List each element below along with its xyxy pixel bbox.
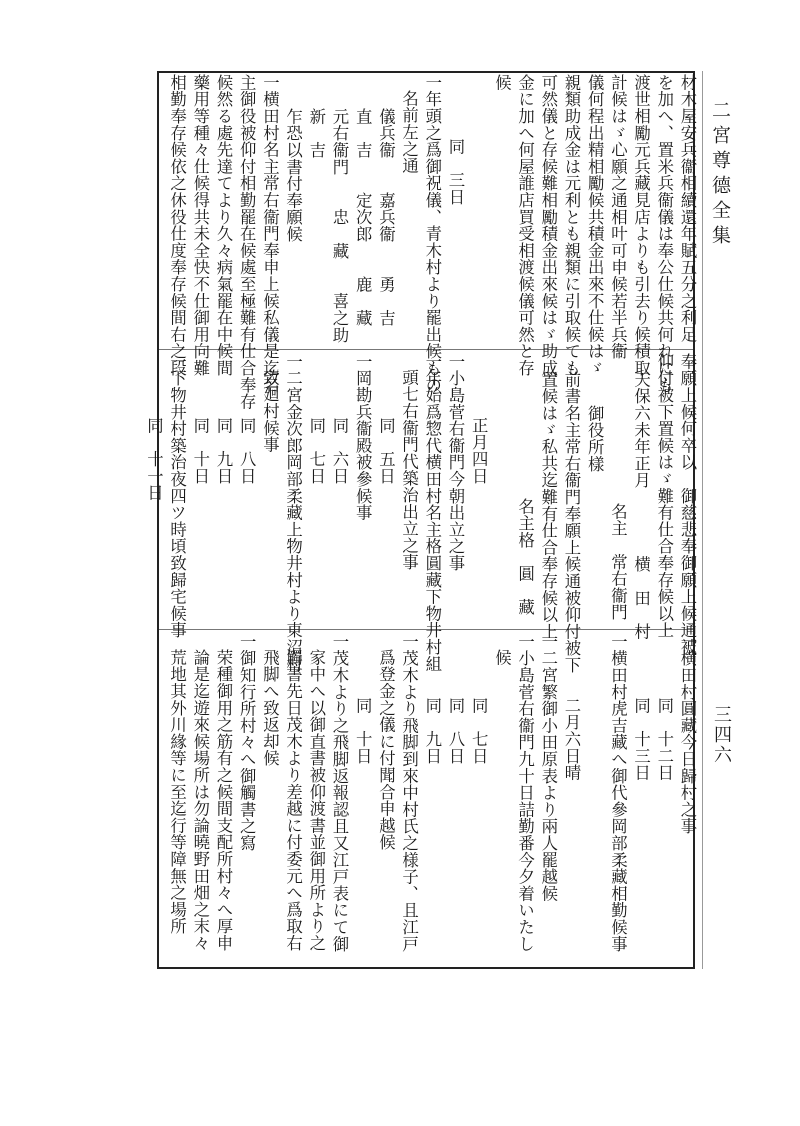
text-line: 同 八日 xyxy=(237,417,257,485)
text-line: 儀何程出精相勵候共積金出來不仕候はゞ xyxy=(585,74,605,377)
text-line: 同 七日 xyxy=(306,417,326,485)
text-line: 仰付被下置候はゞ難有仕合奉存候以上 xyxy=(654,353,674,639)
text-line: 名前左之通 xyxy=(399,90,419,174)
text-line: 荒地其外川緣等に至迄行等障無之場所 xyxy=(167,649,187,935)
text-tier-middle xyxy=(144,353,697,674)
text-line: 一茂木より飛脚到來中村氏之様子、且江戸 xyxy=(399,633,419,953)
text-line: 渡世相勵元兵藏見店よりも引去り候積取 xyxy=(631,74,651,377)
text-line: 藥用等種々仕候得共未全快不仕御用向難 xyxy=(190,74,210,377)
text-line: 一二宮金次郎岡部柔藏上物井村より東沼村 xyxy=(283,353,303,673)
text-line: 乍恐以書付奉願候 xyxy=(283,108,303,243)
text-line: 奉願上候何卒以 御慈悲奉御願上候通被 xyxy=(678,353,697,656)
text-line: 同 七日 xyxy=(469,697,489,765)
text-line: 同 十日 xyxy=(353,697,373,765)
text-line: 一茂木より之飛脚返報認且又江戸表にて御 xyxy=(330,633,349,953)
text-line: 計候はゞ心願之通相叶可申候若半兵衞 xyxy=(608,74,628,360)
text-line: 爲登金之儀に付聞合申越候 xyxy=(376,649,396,851)
text-line: 材木屋安兵衞相續還年賦五分之利足 xyxy=(678,74,697,343)
text-line: 直 吉 定次郎 鹿 藏 xyxy=(353,108,373,327)
text-line: 元右衞門 忠 藏 喜之助 xyxy=(330,108,349,344)
text-line: 飛脚へ致返却候 xyxy=(260,649,280,767)
text-line: 一岡勘兵衞殿被參候事 xyxy=(353,353,373,521)
text-line: 一下物井村築治夜四ツ時頃致歸宅候事 xyxy=(167,353,187,639)
text-line: 致廻村候事 xyxy=(260,369,280,453)
text-line: 相勤奉存候依之休役仕度奉存候間右之段 xyxy=(167,74,187,377)
text-line: 家中へ以御直書被仰渡書並御用所より之 xyxy=(306,649,326,952)
text-line: 名主格 圓 藏 xyxy=(515,498,535,616)
text-line: 同 十一日 xyxy=(144,417,164,501)
text-line: 一横田村虎吉藏へ御代參岡部柔藏相勤候事 xyxy=(608,633,628,953)
text-line: 候然る處先達てより久々病氣罷在中候間 xyxy=(214,74,233,377)
running-title: 二宮尊德全集 xyxy=(709,100,731,250)
text-line: 一年頭之爲御祝儀、青木村より罷出候もの xyxy=(422,74,442,394)
text-line: 新 吉 xyxy=(306,108,326,159)
text-line: 同 十三日 xyxy=(631,697,651,781)
text-line: を加へ、置米兵衞儀は奉公仕候共何れにも xyxy=(654,74,674,394)
text-line: 一横田村圓藏今日歸村之事 xyxy=(678,633,697,835)
text-line: 一年始爲惣代横田村名主格圓藏下物井村組 xyxy=(422,353,442,673)
page-number: 三四六 xyxy=(711,705,732,765)
text-line: 同 六日 xyxy=(330,417,349,485)
text-line: 二月六日晴 xyxy=(562,697,581,781)
text-line: 置候はゞ私共迄難有仕合奉存候以上 xyxy=(538,371,558,640)
text-line: 主御役被仰付相勤罷在候處至極難有仕合奉存 xyxy=(237,74,257,410)
text-line: 金に加へ何屋誰店買受相渡候儀可然と存 xyxy=(515,74,535,377)
text-line: 儀兵衞 嘉兵衞 勇 吉 xyxy=(376,108,396,327)
text-line: 候 xyxy=(492,649,512,666)
text-line: 親類助成金は元利とも親類に引取候ても xyxy=(562,74,581,377)
text-line: 御役所樣 xyxy=(585,405,605,473)
text-line: 同 五日 xyxy=(376,417,396,485)
text-line: 一御知行所村々へ御觸書之寫 xyxy=(237,633,257,852)
text-tier-upper xyxy=(161,74,697,410)
text-line: 一小島菅右衞門九十日詰勤番今夕着いたし xyxy=(515,633,535,953)
text-tier-lower xyxy=(161,633,695,966)
text-line: 一小島菅右衞門今朝出立之事 xyxy=(446,353,465,572)
text-line: 荣種御用之筋有之候間支配所村々へ厚申 xyxy=(214,649,233,952)
text-line: 可然儀と存候難相勵積金出來候はゞ助成 xyxy=(538,74,558,377)
text-line: 觸書先日茂木より差越に付委元へ爲取右 xyxy=(283,649,303,952)
text-line: 同 九日 xyxy=(422,697,442,765)
text-line: 候 xyxy=(492,74,512,91)
text-line: 同 八日 xyxy=(446,697,465,765)
text-line: 一横田村名主常右衞門奉申上候私儀是迄名 xyxy=(260,74,280,394)
text-line: 同 三日 xyxy=(446,138,465,206)
text-line: 天保六未年正月 横 田 村 xyxy=(631,371,651,640)
text-line: 正月四日 xyxy=(469,417,489,485)
text-line: 一二宮繁御小田原表より兩人罷越候 xyxy=(538,633,558,902)
text-line: 論是迄遊來候場所は勿論曉野田畑之末々 xyxy=(190,649,210,952)
text-line: 頭七右衞門代築治出立之事 xyxy=(399,369,419,571)
text-line: 前書名主常右衞門奉願上候通被仰付被下 xyxy=(562,371,581,674)
text-line: 同 十日 xyxy=(190,417,210,485)
header-rule xyxy=(702,71,703,969)
text-line: 同 九日 xyxy=(214,417,233,485)
text-line: 名主 常右衞門 xyxy=(608,503,628,621)
text-line: 同 十二日 xyxy=(654,697,674,781)
